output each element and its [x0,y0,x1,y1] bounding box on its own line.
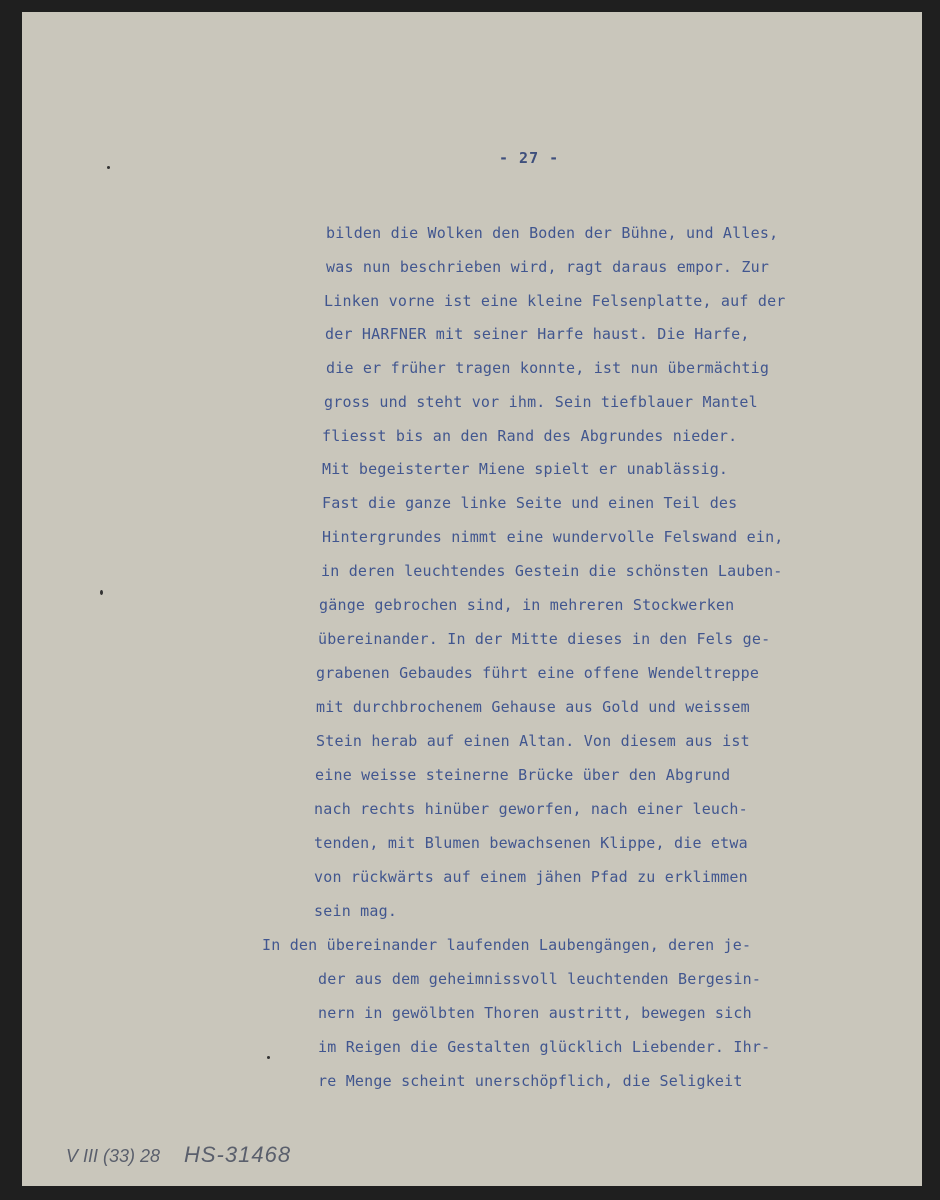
text-line: übereinander. In der Mitte dieses in den Fels ge- [318,630,771,648]
text-line: Stein herab auf einen Altan. Von diesem aus ist [316,732,750,750]
text-line: nach rechts hinüber geworfen, nach einer leuch- [314,800,748,818]
text-line: von rückwärts auf einem jähen Pfad zu erklimmen [314,868,748,886]
text-line: nern in gewölbten Thoren austritt, bewegen sich [318,1004,752,1022]
text-line: Fast die ganze linke Seite und einen Teil des [322,494,738,512]
text-line: fliesst bis an den Rand des Abgrundes nieder. [322,427,738,445]
text-line: tenden, mit Blumen bewachsenen Klippe, die etwa [314,834,748,852]
paper-speck [107,166,110,169]
text-line: mit durchbrochenem Gehause aus Gold und weissem [316,698,750,716]
text-line: eine weisse steinerne Brücke über den Abgrund [315,766,731,784]
text-line: sein mag. [314,902,398,920]
paper-speck [100,590,103,595]
paper-speck [267,1056,270,1059]
text-line: in deren leuchtendes Gestein die schönsten Lauben- [321,562,783,580]
text-line: re Menge scheint unerschöpflich, die Seligkeit [318,1072,743,1090]
archive-inventory-number: HS-31468 [184,1142,292,1167]
text-line: gänge gebrochen sind, in mehreren Stockwerken [319,596,735,614]
document-page [22,12,922,1186]
text-line: bilden die Wolken den Boden der Bühne, und Alles, [326,224,779,242]
text-line: im Reigen die Gestalten glücklich Liebender. Ihr- [318,1038,771,1056]
text-line: grabenen Gebaudes führt eine offene Wendeltreppe [316,664,760,682]
page-number: - 27 - [499,149,560,167]
text-line: Mit begeisterter Miene spielt er unablässig. [322,460,729,478]
text-line: Linken vorne ist eine kleine Felsenplatte, auf der [324,292,786,310]
text-line: In den übereinander laufenden Laubengängen, deren je- [262,936,752,954]
text-line: was nun beschrieben wird, ragt daraus empor. Zur [326,258,770,276]
text-line: die er früher tragen konnte, ist nun übermächtig [326,359,770,377]
text-line: der HARFNER mit seiner Harfe haust. Die Harfe, [325,325,750,343]
text-line: Hintergrundes nimmt eine wundervolle Felswand ein, [322,528,784,546]
text-line: gross und steht vor ihm. Sein tiefblauer Mantel [324,393,758,411]
archive-shelfmark: V III (33) 28 [66,1146,161,1166]
text-line: der aus dem geheimnissvoll leuchtenden Bergesin- [318,970,762,988]
